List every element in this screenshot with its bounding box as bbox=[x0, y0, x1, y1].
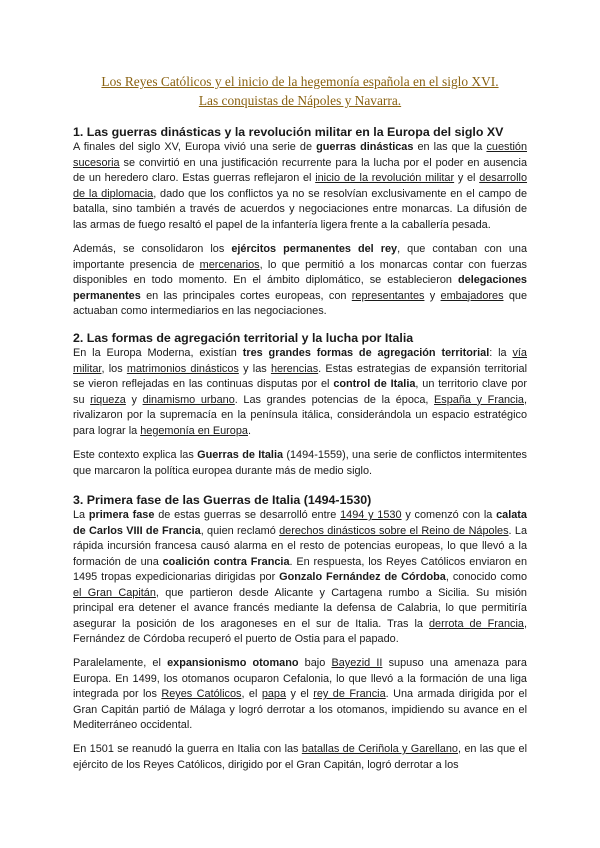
section-3-paragraph-1: La primera fase de estas guerras se desarrolló entre 1494 y 1530 y comenzó con la calata de Carlos VIII de Francia, quien reclamó derechos dinásticos sobre el Reino de Nápoles. La rápida incursión francesa causó alarma en el resto de potencias europeas, lo que llevó a la formación de una coalición contra Francia. En respuesta, los Reyes Católicos enviaron en 1495 tropas expedicionarias dirigidas por Gonzalo Fernández de Córdoba, conocido como el Gran Capitán, que partieron desde Alicante y Cartagena rumbo a Sicilia. Su misión principal era detener el avance francés mediante la defensa de Calabria, lo que permitiría asegurar la posición de los aragoneses en el sur de Italia. Tras la derrota de Francia, Fernández de Córdoba recuperó el puerto de Ostia para el papado. bbox=[73, 509, 528, 645]
section-1-heading: 1. Las guerras dinásticas y la revolución militar en la Europa del siglo XV bbox=[73, 125, 504, 139]
section-2-paragraph-2: Este contexto explica las Guerras de Italia (1494-1559), una serie de conflictos intermitentes que marcaron la política europea durante más de medio siglo. bbox=[73, 449, 527, 477]
section-3-paragraph-2: Paralelamente, el expansionismo otomano bajo Bayezid II supuso una amenaza para Europa. En 1499, los otomanos ocuparon Cefalonia, lo que llevó a la formación de una liga integrada por los Reyes Católicos, el papa y el rey de Francia. Una armada dirigida por el Gran Capitán partió de Málaga y logró derrotar a los otomanos, impidiendo su avance en el Mediterráneo occidental. bbox=[73, 657, 528, 731]
section-3-heading: 3. Primera fase de las Guerras de Italia (1494-1530) bbox=[73, 493, 372, 507]
section-2-paragraph-1: En la Europa Moderna, existían tres grandes formas de agregación territorial: la vía militar, los matrimonios dinásticos y las herencias. Estas estrategias de expansión territorial se vieron reflejadas en las continuas disputas por el control de Italia, un territorio clave por su riqueza y dinamismo urbano. Las grandes potencias de la época, España y Francia, rivalizaron por la supremacía en la península itálica, considerándola un espacio estratégico para lograr la hegemonía en Europa. bbox=[73, 347, 528, 437]
title-line-1: Los Reyes Católicos y el inicio de la hegemonía española en el siglo XVI. bbox=[101, 74, 499, 89]
section-3-paragraph-3: En 1501 se reanudó la guerra en Italia con las batallas de Ceriñola y Garellano, en las que el ejército de los Reyes Católicos, dirigido por el Gran Capitán, logró derrotar a los bbox=[73, 743, 527, 771]
section-1-paragraph-2: Además, se consolidaron los ejércitos permanentes del rey, que contaban con una importante presencia de mercenarios, lo que permitió a los monarcas contar con fuerzas disponibles en todo momento. En el ámbito diplomático, se establecieron delegaciones permanentes en las principales cortes europeas, con representantes y embajadores que actuaban como intermediarios en las negociaciones. bbox=[73, 243, 528, 317]
document-title bbox=[60, 72, 540, 110]
section-1-paragraph-1: A finales del siglo XV, Europa vivió una serie de guerras dinásticas en las que la cuestión sucesoria se convirtió en una justificación recurrente para la lucha por el poder en ausencia de un heredero claro. Estas guerras reflejaron el inicio de la revolución militar y el desarrollo de la diplomacia, dado que los conflictos ya no se resolvían exclusivamente en el campo de batalla, sino también a través de acuerdos y negociaciones entre monarcas. La difusión de las armas de fuego resaltó el papel de la infantería ligera frente a la caballería pesada. bbox=[73, 141, 528, 231]
section-2-heading: 2. Las formas de agregación territorial y la lucha por Italia bbox=[73, 331, 414, 345]
title-line-2: Las conquistas de Nápoles y Navarra. bbox=[198, 93, 402, 108]
